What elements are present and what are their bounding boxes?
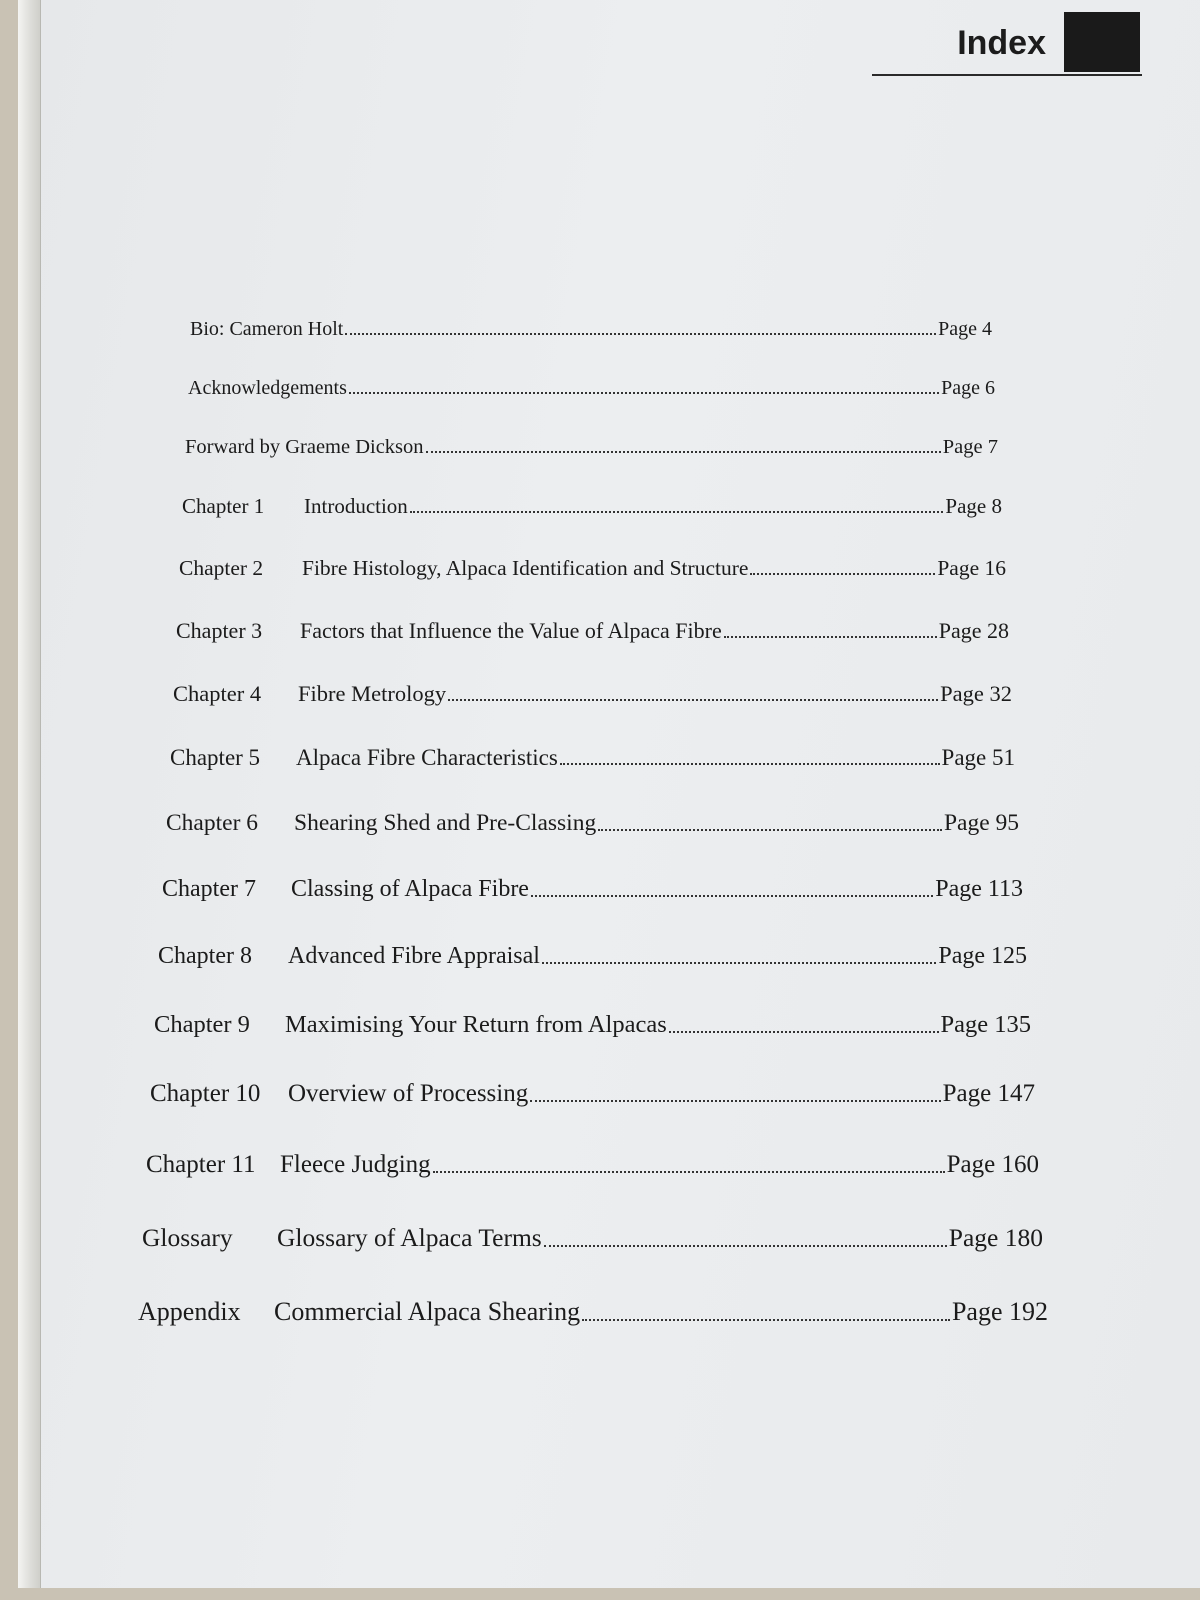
toc-entry-title: Factors that Influence the Value of Alpaca Fibre: [300, 618, 722, 643]
toc-entry-page: Page 7: [942, 436, 998, 458]
dot-leader: [669, 1031, 939, 1033]
toc-entry: [182, 494, 1002, 519]
toc-entry-label: Chapter 8: [158, 943, 252, 969]
toc-entry-title: Advanced Fibre Appraisal: [288, 943, 540, 969]
toc-entry: [188, 377, 995, 400]
toc-entry-page: Page 160: [946, 1151, 1039, 1178]
toc-entry-label: Chapter 11: [146, 1151, 256, 1178]
toc-entry: [146, 1151, 1039, 1179]
toc-entry-page: Page 113: [935, 876, 1023, 902]
toc-entry-title: Alpaca Fibre Characteristics: [296, 745, 558, 770]
toc-entry-label: Chapter 10: [150, 1080, 261, 1107]
toc-entry: [158, 943, 1027, 970]
toc-entry: [142, 1223, 1043, 1253]
dot-leader: [598, 829, 942, 831]
toc-entry-page: Page 4: [938, 318, 992, 340]
toc-entry-label: Chapter 9: [154, 1011, 250, 1038]
toc-entry: [179, 556, 1006, 581]
toc-entry-page: Page 180: [948, 1223, 1043, 1252]
dot-leader: [433, 1171, 945, 1173]
toc-entry: [138, 1297, 1048, 1327]
toc-entry-page: Page 135: [940, 1011, 1031, 1038]
toc-entry-label: Chapter 5: [170, 745, 261, 770]
dot-leader: [410, 511, 944, 513]
toc-entry: [154, 1011, 1031, 1039]
toc-entry-title: Overview of Processing: [288, 1080, 529, 1107]
dot-leader: [560, 763, 940, 765]
toc-entry: [185, 436, 998, 459]
toc-entry-label: Chapter 3: [176, 618, 263, 643]
dot-leader: [448, 699, 938, 701]
dot-leader: [530, 1100, 940, 1102]
dot-leader: [531, 895, 933, 897]
toc-entry-label: Chapter 7: [162, 876, 256, 902]
toc-entry-title: Fibre Metrology: [298, 681, 447, 706]
toc-entry-page: Page 125: [938, 943, 1027, 969]
toc-entry-page: Page 16: [937, 556, 1006, 580]
toc-entry-label: Chapter 2: [179, 556, 264, 580]
toc-entry-label: Appendix: [138, 1297, 241, 1326]
toc-entry-title: Introduction: [304, 494, 408, 518]
toc-entry-title: Bio: Cameron Holt: [190, 318, 344, 340]
dot-leader: [349, 392, 939, 394]
toc-entry-label: Chapter 1: [182, 494, 265, 518]
toc-entry: [150, 1080, 1035, 1108]
dot-leader: [542, 962, 936, 964]
toc-entry-title: Fibre Histology, Alpaca Identification and Structure: [302, 556, 749, 580]
toc-entry-title: Acknowledgements: [188, 377, 347, 399]
dot-leader: [345, 333, 936, 335]
toc-entry: [176, 618, 1009, 644]
toc-entry-page: Page 6: [941, 377, 995, 399]
toc-entry-title: Forward by Graeme Dickson: [185, 436, 424, 458]
toc-entry: [173, 681, 1012, 707]
toc-entry: [170, 745, 1015, 771]
toc-entry-page: Page 32: [940, 681, 1012, 706]
toc-entry-title: Glossary of Alpaca Terms: [277, 1223, 542, 1252]
dot-leader: [724, 636, 937, 638]
toc-entry-page: Page 95: [943, 810, 1019, 836]
dot-leader: [750, 573, 935, 575]
toc-entry-title: Fleece Judging: [280, 1151, 431, 1178]
toc-entry-title: Shearing Shed and Pre-Classing: [294, 810, 597, 836]
page-title: Index: [957, 24, 1046, 62]
toc-entry-page: Page 147: [942, 1080, 1035, 1107]
toc-entry-page: Page 8: [945, 494, 1002, 518]
dot-leader: [544, 1245, 947, 1247]
toc-entry: [166, 810, 1019, 837]
toc-entry-label: Glossary: [142, 1223, 233, 1252]
toc-entry-title: Commercial Alpaca Shearing: [274, 1297, 581, 1326]
toc-entry-title: Maximising Your Return from Alpacas: [285, 1011, 667, 1038]
toc-entry-label: Chapter 4: [173, 681, 262, 706]
toc-entry: [190, 318, 992, 341]
toc-entry-label: Chapter 6: [166, 810, 259, 836]
toc-entry-page: Page 51: [941, 745, 1015, 770]
toc-entry-title: Classing of Alpaca Fibre: [291, 876, 529, 902]
toc-entry-page: Page 192: [951, 1297, 1048, 1326]
dot-leader: [426, 451, 941, 453]
dot-leader: [582, 1319, 950, 1321]
toc-entry: [162, 876, 1023, 903]
toc-entry-page: Page 28: [938, 618, 1009, 643]
